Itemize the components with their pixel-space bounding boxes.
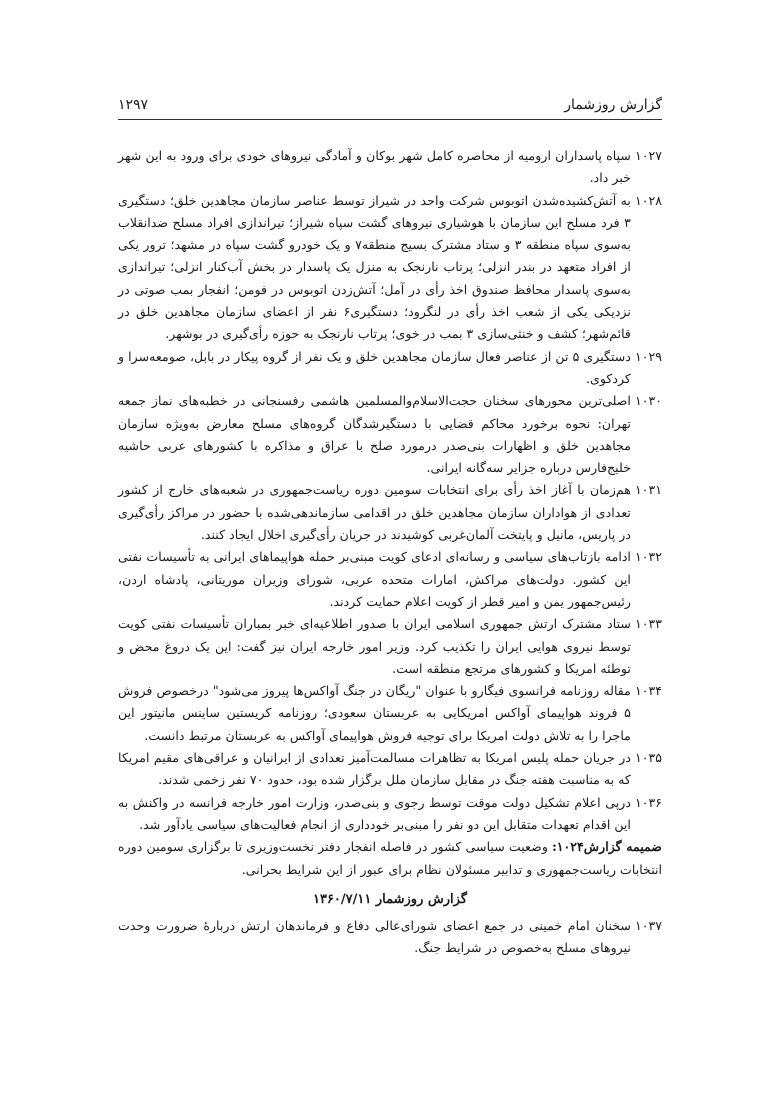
entry-text: سپاه پاسداران ارومیه از محاصره کامل شهر بوکان و آمادگی نیروهای خودی برای ورود به این شهر خبر داد. [118, 148, 631, 186]
entry-1037 [118, 915, 662, 960]
entry-number: ۱۰۳۳ [634, 616, 662, 632]
entry-1032 [118, 546, 662, 613]
entry-number: ۱۰۳۷ [634, 918, 662, 934]
entry-number: ۱۰۳۱ [634, 482, 662, 498]
entry-1027 [118, 145, 662, 190]
entry-1033 [118, 613, 662, 680]
entry-text: درپی اعلام تشکیل دولت موقت توسط رجوی و بنی‌صدر، وزارت امور خارجه فرانسه در واکنش به این اقدام تعهدات متقابل این دو نفر را مبنی‌بر خودداری از انجام فعالیت‌های سیاسی یادآور شد. [118, 794, 631, 832]
section-title: گزارش روزشمار ۱۳۶۰/۷/۱۱ [312, 891, 468, 907]
entry-text: دستگیری ۵ تن از عناصر فعال سازمان مجاهدین خلق و یک نفر از گروه پیکار در بابل، صومعه‌سرا و کردکوی. [118, 348, 631, 386]
entry-1028 [118, 190, 662, 346]
entry-number: ۱۰۲۹ [634, 348, 662, 364]
entry-number: ۱۰۲۸ [634, 192, 662, 208]
entry-1030 [118, 390, 662, 479]
entry-text: اصلی‌ترین محورهای سخنان حجت‌الاسلام‌والمسلمین هاشمی رفسنجانی در خطبه‌های نماز جمعه تهران: نحوه برخورد محاکم قضایی با دستگیرشدگان گروه‌های مسلح معارض به‌ویژه سازمان مجاهدین خلق و اظهارات بنی‌صدر درمورد صلح با عراق و مذاکره با کشورهای عربی حاشیه خلیج‌فارس درباره جزایر سه‌گانه ایرانی. [118, 393, 631, 476]
appendix-text: وضعیت سیاسی کشور در فاصله انفجار دفتر نخست‌وزیری تا برگزاری سومین دوره انتخابات ریاست‌جمهوری و تدابیر مسئولان نظام برای عبور از این شرایط بحرانی. [118, 839, 662, 877]
entry-1029 [118, 346, 662, 391]
entry-number: ۱۰۳۰ [634, 393, 662, 409]
entry-1035 [118, 747, 662, 792]
entry-number: ۱۰۲۷ [634, 148, 662, 163]
entry-1036 [118, 792, 662, 837]
running-header [118, 96, 662, 114]
entry-text: مقاله روزنامه فرانسوی فیگارو با عنوان "ریگان در جنگ آواکس‌ها پیروز می‌شود" درخصوص فروش ۵ فروند هواپیمای آواکس امریکایی به عربستان سعودی؛ روزنامه کریستین ساینس مانیتور این ماجرا را به تلاش دولت امریکا برای توجیه فروش هواپیمای آواکس به عربستان مرتبط دانست. [118, 683, 631, 743]
page-number: ۱۲۹۷ [118, 97, 149, 113]
entry-text: در جریان حمله پلیس امریکا به تظاهرات مسالمت‌آمیز تعدادی از ایرانیان و عراقی‌های مقیم امریکا که به مناسبت هفته جنگ در مقابل سازمان ملل برگزار شده بود، حدود ۷۰ نفر زخمی شدند. [118, 750, 631, 788]
entry-text: سخنان امام خمینی در جمع اعضای شورای‌عالی دفاع و فرماندهان ارتش دربارهٔ ضرورت وحدت نیروهای مسلح به‌خصوص در شرایط جنگ. [118, 918, 631, 956]
entry-1031 [118, 479, 662, 546]
entry-text: هم‌زمان با آغاز اخذ رأی برای انتخابات سومین دوره ریاست‌جمهوری در شعبه‌های خارج از کشور تعدادی از هواداران سازمان مجاهدین خلق در اقدامی سازماندهی‌شده با حضور در مراکز رأی‌گیری در پاریس، مانیل و پایتخت آلمان‌غربی کوشیدند در جریان رأی‌گیری اخلال ایجاد کنند. [118, 482, 631, 543]
entry-number: ۱۰۳۵ [634, 750, 662, 766]
entry-1034 [118, 680, 662, 747]
entry-text: به آتش‌کشیده‌شدن اتوبوس شرکت واحد در شیراز توسط عناصر سازمان مجاهدین خلق؛ دستگیری ۳ فرد مسلح این سازمان با هوشیاری نیروهای گشت سپاه شیراز؛ تیراندازی افراد مسلح ضدانقلاب به‌سوی سپاه منطقه ۳ و ستاد مشترک بسیج منطقه۷ و یک خودرو گشت سپاه در مشهد؛ ترور یکی از افراد متعهد در بندر انزلی؛ پرتاب نارنجک به منزل یک پاسدار در بخش آب‌کنار انزلی؛ تیراندازی به‌سوی پاسدار محافظ صندوق اخذ رأی در آمل؛ آتش‌زدن اتوبوس در فومن؛ انفجار بمب صوتی در نزدیکی یکی از شعب اخذ رأی در لنگرود؛ دستگیری۶ نفر از اعضای سازمان مجاهدین خلق در قائم‌شهر؛ کشف و خنثی‌سازی ۳ بمب در خوی؛ پرتاب نارنجک به حوزه رأی‌گیری در بوشهر. [118, 192, 631, 342]
running-title: گزارش روزشمار [564, 97, 662, 113]
header-rule [118, 119, 662, 120]
entry-number: ۱۰۳۲ [634, 549, 662, 565]
page-body [118, 145, 662, 960]
appendix-note [118, 836, 662, 881]
entry-text: ستاد مشترک ارتش جمهوری اسلامی ایران با صدور اطلاعیه‌ای خبر بمباران تأسیسات نفتی کویت توسط نیروی هوایی ایران را تکذیب کرد. وزیر امور خارجه ایران نیز گفت: این یک دروغ محض و توطئه امریکا و کشورهای مرتجع منطقه است. [118, 616, 631, 676]
entry-number: ۱۰۳۶ [634, 794, 662, 810]
entry-number: ۱۰۳۴ [634, 683, 662, 699]
appendix-label: ضمیمه گزارش۱۰۲۴: [552, 839, 662, 855]
entry-text: ادامه بازتاب‌های سیاسی و رسانه‌ای ادعای کویت مبنی‌بر حمله هواپیماهای ایرانی به تأسیسات نفتی این کشور. دولت‌های مراکش، امارات متحده عربی، شورای وزیران موریتانی، پادشاه اردن، رئیس‌جمهور یمن و امیر قطر از کویت اعلام حمایت کردند. [118, 549, 631, 609]
